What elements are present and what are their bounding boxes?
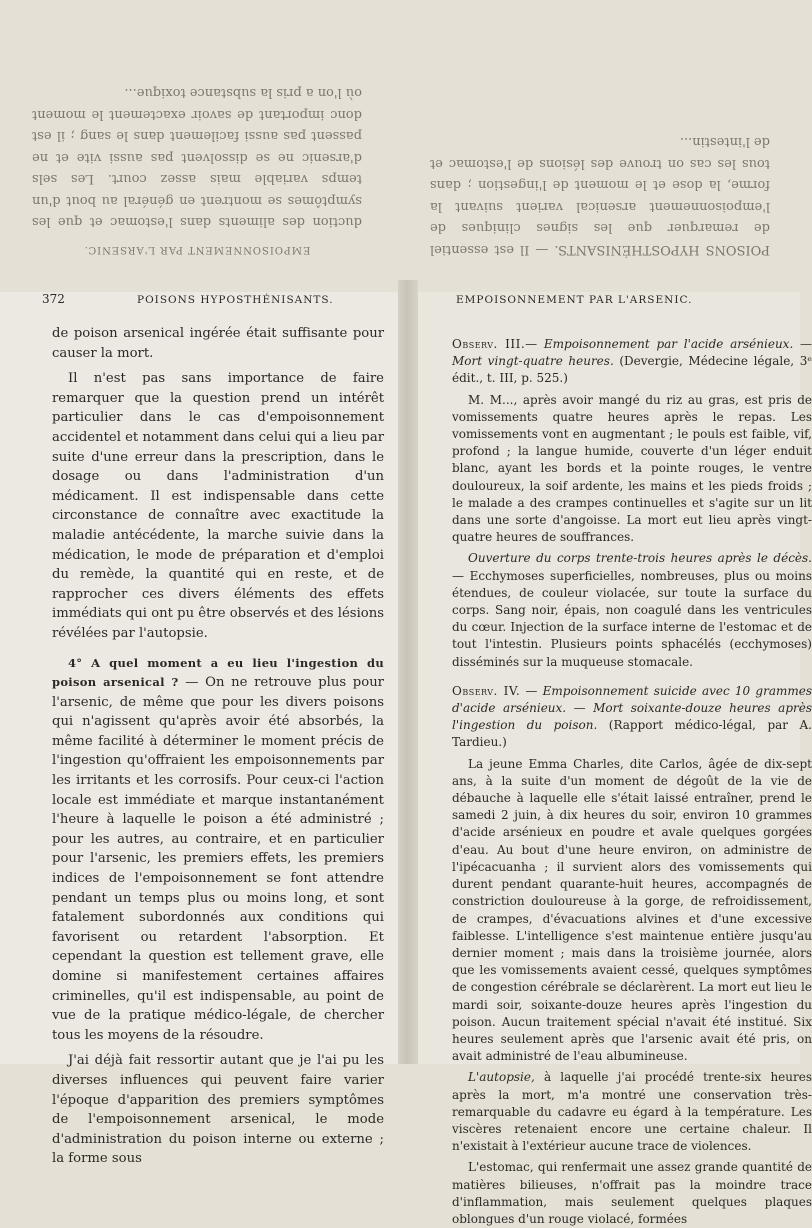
observation-source: (Rapport médico-légal, par A. Tardieu.)	[452, 718, 812, 750]
observation-label: Observ. III.	[452, 337, 526, 351]
paragraph: J'ai déjà fait ressortir autant que je l'ai pu les diverses influences qui peuvent faire varier l'époque d'apparition des premiers symptômes de l'empoisonnement arsenical, le mode d'administration du poison interne ou externe ; la forme sous	[52, 1053, 384, 1167]
autopsy-paragraph	[452, 1069, 812, 1155]
section-text: On ne retrouve plus pour l'arsenic, de même que pour les divers poisons qui n'agissent qu'après avoir été absorbés, la même facilité à déterminer le moment précis de l'ingestion qu'offraient les empoisonnements par les irritants et les corrosifs. Pour ceux-ci l'action locale est immédiate et marque instantanément l'heure à laquelle le poison a été administré ; pour les autres, au contraire, et en particulier pour l'arsenic, les premiers effets, les premiers indices de l'empoisonnement se font attendre pendant un temps plus ou moins long, et sont fatalement subordonnés aux conditions qui favorisent ou retardent l'absorption. Et cependant la question est tellement grave, elle domine si manifestement certaines affaires criminelles, qu'il est indispensable, au point de vue de la pratique médico-légale, de chercher tous les moyens de la résoudre.	[52, 675, 384, 1043]
right-page	[418, 292, 812, 1226]
paragraph: Il n'est pas sans importance de faire remarquer que la question prend un intérêt particulier dans le cas d'empoisonnement accidentel et notamment dans celui qui a lieu par suite d'une erreur dans la prescription, dans le dosage ou dans l'administration d'un médicament. Il est indispensable dans cette circonstance de connaître avec exactitude la maladie antécédente, la marche suivie dans la médication, le mode de préparation et d'emploi du remède, la quantité qui en reste, et de rapprocher ces divers éléments des effets immédiats qui ont pu être observés et des lésions révélées par l'autopsie.	[52, 371, 384, 641]
section-paragraph: 4° A quel moment a eu lieu l'ingestion du poison arsenical ? — On ne retrouve plus pour l'arsenic, de même que pour les divers poisons qui n'agissent qu'après avoir été absorbés, la même facilité à déterminer le moment précis de l'ingestion qu'offraient les empoisonnements par les irritants et les corrosifs. Pour ceux-ci l'action locale est immédiate et marque instantanément l'heure à laquelle le poison a été administré ; pour les autres, au contraire, et en particulier pour l'arsenic, les premiers effets, les premiers indices de l'empoisonnement se font attendre pendant un temps plus ou moins long, et sont fatalement subordonnés aux conditions qui favorisent ou retardent l'absorption. Et cependant la question est tellement grave, elle domine si manifestement certaines affaires criminelles, qu'il est indispensable, au point de vue de la pratique médico-légale, de chercher tous les moyens de la résoudre.	[52, 655, 384, 1043]
bleed-left-text: duction des aliments dans l'estomac et que les symptômes se montrent en général au bout d'un temps variable mais assez court. Les sels d'arsenic ne se dissolvent pas aussi vite et ne passent pas aussi facilement dans le sang ; il est donc important de savoir exactement le moment où l'on a pris la substance toxique...	[32, 85, 362, 230]
bleed-right-text: POISONS HYPOSTHÉNISANTS. — Il est essentiel de remarquer que les signes cliniques de l'empoisonnement arsenical varient suivant la forme, la dose et le moment de l'ingestion ; dans tous les cas on trouve des lésions de l'estomac et de l'intestin...	[430, 134, 770, 257]
autopsy-paragraph: Ouverture du corps trente-trois heures après le décès. — Ecchymoses superficielles, nombreuses, plus ou moins étendues, de couleur violacée, sur toute la surface du corps. Sang noir, épais, non coagulé dans les ventricules du cœur. Injection de la surface interne de l'estomac et de tout l'intestin. Plusieurs points sphacélés (ecchymoses) disséminés sur la muqueuse stomacale.	[452, 551, 812, 669]
autopsy-text: Ecchymoses superficielles, nombreuses, plus ou moins étendues, de couleur violacée, sur toute la surface du corps. Sang noir, épais, non coagulé dans les ventricules du cœur. Injection de la surface interne de l'estomac et de tout l'intestin. Plusieurs points sphacélés (ecchymoses) disséminés sur la muqueuse stomacale.	[452, 568, 812, 669]
autopsy-text: à laquelle j'ai procédé trente-six heures après la mort, m'a montré une conservation très-remarquable du cadavre eu égard à la température. Les viscères retenaient encore une certaine chaleur. Il n'existait à l'extérieur aucune trace de violences.	[452, 1070, 812, 1154]
section-heading: 4° A quel moment a eu lieu l'ingestion du poison arsenical ?	[52, 655, 384, 690]
autopsy-label: L'autopsie,	[468, 1070, 535, 1085]
observation-title: Empoisonnement suicide avec 10 grammes d'acide arsénieux. — Mort soixante-douze heures après l'ingestion du poison.	[452, 683, 812, 733]
paragraph: La jeune Emma Charles, dite Carlos, âgée de dix-sept ans, à la suite d'un moment de dégoût de la vie de débauche à laquelle elle s'était laissé entraîner, prend le samedi 2 juin, à dix heures du soir, environ 10 grammes d'acide arsénieux en poudre et avale quelques gorgées d'eau. Au bout d'une heure environ, on administre de l'ipécacuanha ; il survient alors des vomissements qui durent pendant quarante-huit heures, accompagnés de constriction douloureuse à la gorge, de refroidissement, de crampes, d'évacuations alvines et d'une excessive faiblesse. L'intelligence s'est maintenue entière jusqu'au dernier moment ; mais dans la troisième journée, alors que les vomissements avaient cessé, quelques symptômes de congestion cérébrale se déclarèrent. La mort eut lieu le mardi soir, soixante-douze heures après l'ingestion du poison. Aucun traitement spécial n'avait été institué. Six heures seulement après que l'arsenic avait été pris, on avait administré de l'eau albumineuse.	[452, 756, 812, 1064]
paragraph: de poison arsenical ingérée était suffisante pour causer la mort.	[52, 326, 384, 361]
running-title: POISONS HYPOSTHÉNISANTS.	[137, 294, 334, 306]
paragraph: L'estomac, qui renfermait une assez grande quantité de matières bilieuses, n'offrait pas la moindre trace d'inflammation, mais seulement quelques plaques oblongues d'un rouge violacé, formées	[452, 1160, 812, 1226]
running-title: EMPOISONNEMENT PAR L'ARSENIC.	[456, 294, 693, 306]
book-gutter	[398, 280, 418, 1064]
observation-heading: Observ. IV. — Empoisonnement suicide avec 10 grammes d'acide arsénieux. — Mort soixante-douze heures après l'ingestion du poison. (Rapport médico-légal, par A. Tardieu.)	[452, 683, 812, 750]
bleed-right-column	[430, 131, 770, 260]
right-body-text	[452, 324, 812, 1228]
autopsy-label: Ouverture du corps trente-trois heures après le décès.	[468, 551, 812, 566]
paragraph: M. M..., après avoir mangé du riz au gras, est pris de vomissements quatre heures après le repas. Les vomissements vont en augmentant ; le pouls est faible, vif, profond ; la langue humide, couverte d'un léger enduit blanc, ayant les bords et la pointe rouges, le ventre douloureux, la soif ardente, les mains et les pieds froids ; le malade a des crampes continuelles et s'agite sur un lit dans une sorte d'angoisse. La mort eut lieu après vingt-quatre heures de souffrances.	[452, 392, 812, 545]
observation-heading: Observ. III.— Empoisonnement par l'acide arsénieux. — Mort vingt-quatre heures. (Devergie, Médecine légale, 3ᵉ édit., t. III, p. 525.)	[452, 337, 812, 386]
left-page	[0, 292, 398, 1167]
bleed-running-head: EMPOISONNEMENT PAR L'ARSENIC.	[83, 244, 311, 255]
bleed-through-page	[0, 0, 800, 290]
observation-title: Empoisonnement par l'acide arsénieux. — Mort vingt-quatre heures.	[452, 337, 812, 369]
left-body-text	[52, 324, 384, 1169]
left-running-head	[42, 292, 382, 312]
page-number: 372	[42, 292, 65, 306]
observation-label: Observ. IV.	[452, 683, 521, 698]
bleed-left-column	[32, 82, 362, 260]
right-running-head	[456, 292, 796, 312]
observation-source: (Devergie, Médecine légale, 3ᵉ édit., t. III, p. 525.)	[452, 354, 812, 386]
